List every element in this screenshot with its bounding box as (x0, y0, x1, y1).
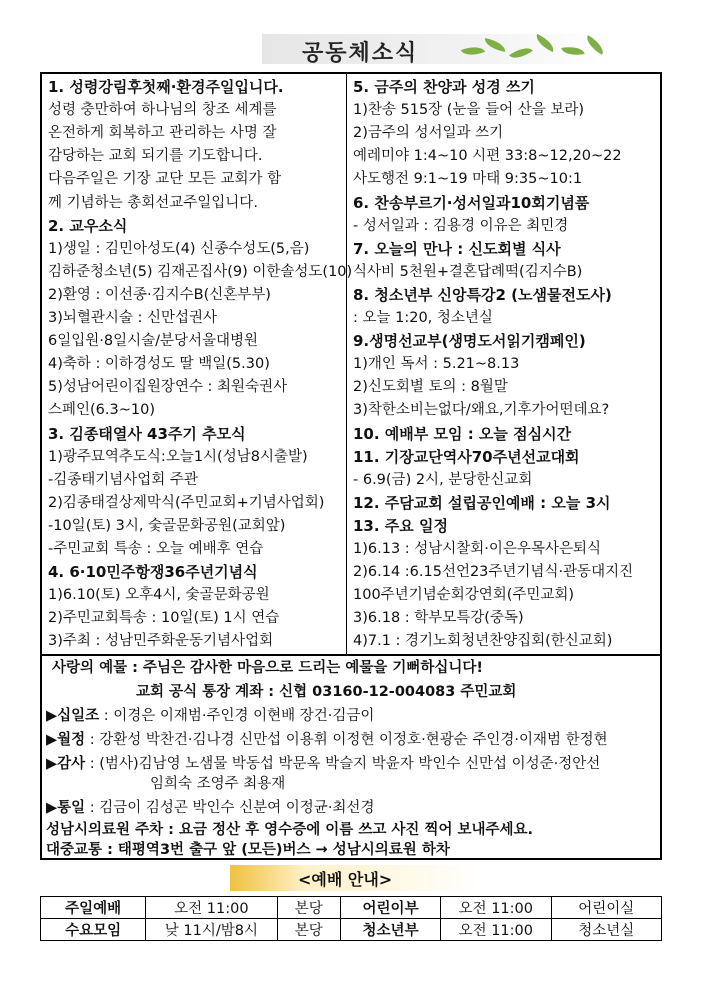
offering-message: 사랑의 예물 : 주님은 감사한 마음으로 드리는 예물을 기뻐하십니다! (52, 660, 483, 676)
news-line: 1)찬송 515장 (눈을 들어 산을 보라) (353, 102, 584, 119)
news-line-heading: 8. 청소년부 신앙특강2 (노샘물전도사) (353, 285, 612, 304)
news-line: 께 기념하는 총회선교주일입니다. (48, 194, 258, 211)
news-line: 1)6.13 : 성남시찰회·이은우목사은퇴식 (353, 541, 601, 557)
news-line-heading: 11. 기장교단역사70주년선교대회 (353, 447, 580, 466)
news-box (40, 72, 662, 656)
news-line: 5)성남어린이집원장연수 : 최원숙권사 (48, 379, 288, 396)
thanks-names: : (범사)김남영 노샘물 박동섭 박문옥 박슬지 박윤자 박인수 신만섭 이성준·정안선 (85, 756, 601, 772)
schedule-cell: 수요모임 (41, 919, 146, 941)
bank-account: 교회 공식 통장 계좌 : 신협 03160-12-004083 주민교회 (136, 684, 517, 700)
schedule-cell: 낮 11시/밤8시 (146, 919, 277, 941)
schedule-cell: 오전 11:00 (441, 919, 551, 941)
news-line: 2)김종태걸상제막식(주민교회+기념사업회) (48, 494, 325, 511)
news-line-heading: 10. 예배부 모임 : 오늘 점심시간 (353, 424, 572, 443)
news-line: - 성서일과 : 김용경 이유은 최민경 (353, 217, 569, 234)
thanks-label: ▶감사 (46, 756, 86, 772)
news-line: 예레미야 1:4~10 시편 33:8~12,20~22 (353, 148, 622, 165)
news-left-column (42, 74, 353, 654)
news-line: 100주년기념순회강연회(주민교회) (353, 587, 575, 604)
news-line: 2)6.14 :6.15선언23주년기념식·관동대지진 (353, 564, 634, 581)
news-line: 2)금주의 성서일과 쓰기 (353, 125, 504, 142)
news-line-heading: 5. 금주의 찬양과 성경 쓰기 (353, 78, 535, 96)
news-line: 1)광주묘역추도식:오늘1시(성남8시출발) (48, 448, 308, 465)
news-line: -김종태기념사업회 주관 (48, 471, 198, 488)
schedule-cell: 청소년부 (341, 919, 441, 941)
leaf-icon (509, 43, 533, 64)
table-row (41, 919, 662, 941)
worship-guide-header (230, 865, 480, 891)
schedule-cell: 오전 11:00 (146, 897, 277, 919)
news-line: 1)생일 : 김민아성도(4) 신종수성도(5,음) (48, 240, 310, 257)
news-line-heading: 4. 6·10민주항쟁36주년기념식 (48, 563, 258, 582)
news-line: 6일입원·8일시술/분당서울대병원 (48, 333, 259, 350)
news-line: 온전하게 회복하고 관리하는 사명 잘 (48, 125, 277, 142)
news-line: 다음주일은 기장 교단 모든 교회가 함 (48, 171, 282, 188)
news-line-heading: 12. 주담교회 설립공인예배 : 오늘 3시 (353, 493, 611, 512)
news-line: -10일(토) 3시, 숯골문화공원(교회앞) (48, 517, 286, 534)
leaf-icon (533, 34, 557, 52)
news-line: 1)개인 독서 : 5.21~8.13 (353, 356, 520, 373)
news-line-heading: 13. 주요 일정 (353, 516, 448, 535)
worship-guide-title: <예배 안내> (298, 870, 393, 889)
news-line-heading: 7. 오늘의 만나 : 신도회별 식사 (353, 239, 561, 258)
news-line: 성령 충만하여 하나님의 창조 세계를 (48, 102, 277, 119)
tithe-label: ▶십일조 (46, 708, 100, 724)
news-line: 3)주최 : 성남민주화운동기념사업회 (48, 633, 274, 650)
page-title: 공동체소식 (302, 41, 419, 66)
news-line-heading: 6. 찬송부르기·성서일과10회기념품 (353, 193, 590, 212)
monthly-label: ▶월정 (46, 732, 86, 748)
news-line: -주민교회 특송 : 오늘 예배후 연습 (48, 541, 264, 557)
news-line: 4)7.1 : 경기노회청년찬양집회(한신교회) (353, 633, 613, 650)
news-line-heading: 3. 김종태열사 43주기 추모식 (48, 424, 246, 443)
news-right-column (347, 74, 660, 654)
news-line-heading: 1. 성령강림후첫째·환경주일입니다. (48, 78, 284, 96)
news-line: 3)착한소비는없다/왜요,기후가어떤데요? (353, 402, 610, 419)
header-banner (262, 34, 612, 64)
monthly-line (46, 730, 608, 750)
news-line: 2)환영 : 이선종·김지수B(신혼부부) (48, 286, 271, 303)
news-line: 3)6.18 : 학부모특강(중독) (353, 610, 524, 627)
tithe-names: : 이경은 이재범·주인경 이현배 장건·김금이 (99, 708, 375, 724)
schedule-cell: 어린이실 (551, 897, 661, 919)
schedule-cell: 어린이부 (341, 897, 441, 919)
tithe-line (46, 706, 374, 726)
news-line: 김하준청소년(5) 김재곤집사(9) 이한솔성도(10) (48, 263, 353, 280)
news-line: : 오늘 1:20, 청소년실 (353, 310, 493, 326)
leaf-icon (561, 44, 584, 58)
unity-label: ▶통일 (46, 800, 86, 816)
news-line-heading: 2. 교우소식 (48, 216, 128, 235)
leaf-icon (583, 35, 607, 55)
news-line: 2)신도회별 토의 : 8월말 (353, 379, 508, 396)
thanks-line (46, 754, 600, 774)
news-line: 감당하는 교회 되기를 기도합니다. (48, 148, 263, 165)
news-line: 식사비 5천원+결혼답례떡(김지수B) (353, 263, 583, 280)
leaf-icon (483, 38, 506, 52)
schedule-cell: 오전 11:00 (441, 897, 551, 919)
leaf-icon (461, 43, 485, 60)
news-line: - 6.9(금) 2시, 분당한신교회 (353, 471, 533, 488)
news-line: 사도행전 9:1~19 마태 9:35~10:1 (353, 171, 583, 188)
schedule-cell: 본당 (277, 897, 341, 919)
worship-schedule-table (40, 896, 662, 941)
news-line: 2)주민교회특송 : 10일(토) 1시 연습 (48, 610, 280, 627)
schedule-cell: 청소년실 (551, 919, 661, 941)
news-line-heading: 9.생명선교부(생명도서읽기캠페인) (353, 332, 586, 351)
monthly-names: : 강환성 박찬건·김나경 신만섭 이용휘 이정현 이정호·현광순 주인경·이재범 한정현 (85, 732, 608, 748)
news-line: 스페인(6.3~10) (48, 402, 155, 419)
thanks-names-cont: 임희숙 조영주 최용재 (150, 776, 286, 792)
news-line: 3)뇌혈관시술 : 신만섭권사 (48, 310, 218, 326)
unity-line (46, 798, 374, 818)
schedule-cell: 주일예배 (41, 897, 146, 919)
transit-notice: 대중교통 : 태평역3번 출구 앞 (모든)버스 → 성남시의료원 하차 (46, 842, 450, 858)
offering-box (40, 656, 662, 860)
schedule-cell: 본당 (277, 919, 341, 941)
table-row (41, 897, 662, 919)
unity-names: : 김금이 김성곤 박인수 신분여 이정균·최선경 (85, 800, 375, 816)
parking-notice: 성남시의료원 주차 : 요금 정산 후 영수증에 이름 쓰고 사진 찍어 보내주세요. (46, 822, 534, 838)
news-line: 1)6.10(토) 오후4시, 숯골문화공원 (48, 587, 270, 604)
news-line: 4)축하 : 이하경성도 딸 백일(5.30) (48, 356, 270, 373)
